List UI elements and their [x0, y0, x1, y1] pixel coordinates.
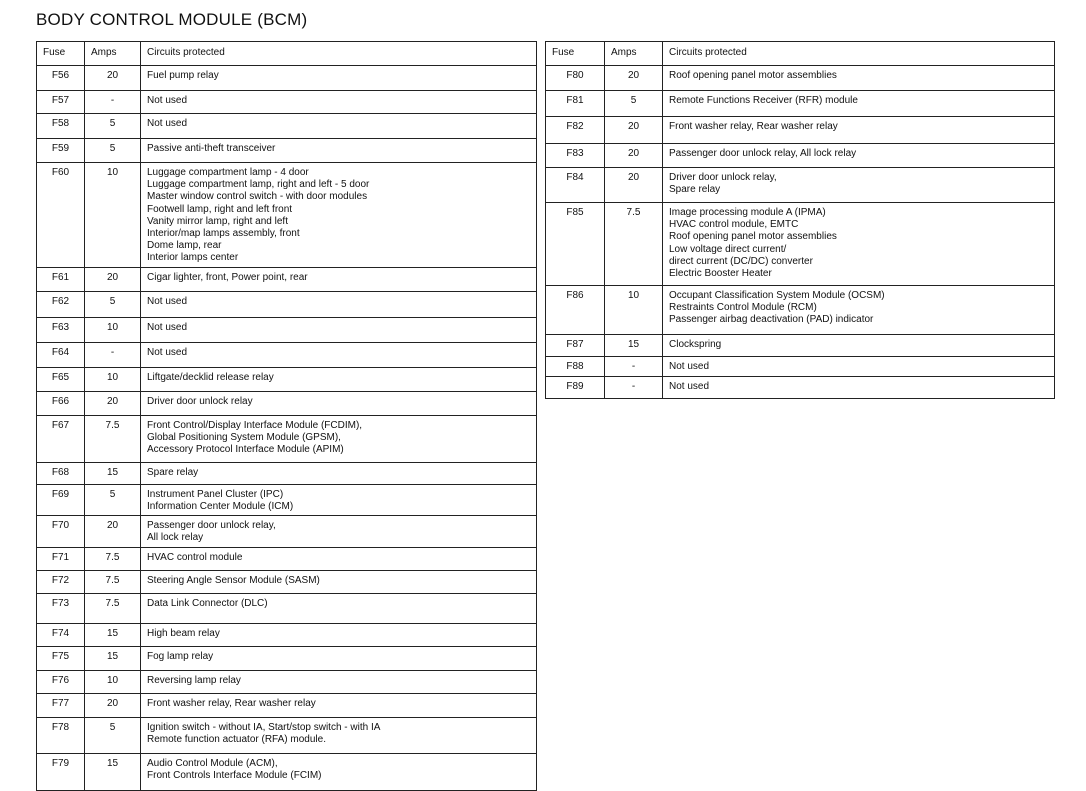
fuse-number: F81	[546, 91, 605, 117]
circuits-protected	[663, 66, 1055, 91]
table-row	[37, 291, 537, 317]
fuse-number: F63	[37, 317, 85, 342]
circuits-protected	[141, 91, 537, 114]
fuse-amps: 20	[85, 267, 141, 291]
table-row	[37, 342, 537, 367]
header-circuits: Circuits protected	[663, 42, 1055, 66]
circuit-line: Information Center Module (ICM)	[147, 500, 294, 512]
fuse-number: F74	[37, 624, 85, 647]
fuse-amps: 7.5	[85, 571, 141, 594]
table-row	[37, 317, 537, 342]
table-row	[546, 377, 1055, 399]
circuits-protected	[141, 694, 537, 718]
circuits-protected	[141, 342, 537, 367]
circuit-line: Not used	[669, 361, 710, 372]
fuse-amps: 20	[85, 694, 141, 718]
circuits-protected	[141, 66, 537, 91]
circuit-line: Interior/map lamps assembly, front	[147, 228, 300, 240]
table-row	[37, 367, 537, 391]
fuse-number: F89	[546, 377, 605, 399]
circuit-line: Occupant Classification System Module (OCSM)	[669, 290, 885, 301]
table-header-row	[546, 42, 1055, 66]
fuse-number: F66	[37, 391, 85, 415]
circuits-protected	[141, 317, 537, 342]
fuse-amps: 10	[85, 163, 141, 268]
circuits-protected	[663, 286, 1055, 335]
fuse-amps: 10	[85, 367, 141, 391]
circuits-protected	[141, 671, 537, 694]
circuit-line: Restraints Control Module (RCM)	[669, 302, 817, 314]
circuits-protected	[141, 367, 537, 391]
circuit-line: HVAC control module	[147, 552, 243, 564]
circuit-line: Driver door unlock relay,	[669, 172, 777, 183]
circuit-line: Fog lamp relay	[147, 651, 214, 663]
table-row	[546, 357, 1055, 377]
circuit-line: Passive anti-theft transceiver	[147, 143, 276, 154]
circuit-line: Global Positioning System Module (GPSM),	[147, 431, 341, 443]
fuse-amps: 5	[605, 91, 663, 117]
fuse-number: F72	[37, 571, 85, 594]
circuits-protected	[663, 335, 1055, 357]
circuit-line: Front Controls Interface Module (FCIM)	[147, 770, 322, 782]
circuit-line: direct current (DC/DC) converter	[669, 255, 813, 267]
fuse-number: F62	[37, 291, 85, 317]
table-row	[37, 462, 537, 484]
fuse-number: F80	[546, 66, 605, 91]
circuits-protected	[141, 718, 537, 754]
circuits-protected	[663, 117, 1055, 144]
header-circuits: Circuits protected	[141, 42, 537, 66]
fuse-number: F78	[37, 718, 85, 754]
circuit-line: Electric Booster Heater	[669, 268, 772, 280]
fuse-amps: 20	[605, 168, 663, 203]
circuit-line: Not used	[147, 346, 188, 358]
fuse-amps: 5	[85, 291, 141, 317]
fuse-number: F88	[546, 357, 605, 377]
fuse-number: F67	[37, 415, 85, 462]
circuit-line: Accessory Protocol Interface Module (APIM)	[147, 444, 344, 456]
table-row	[37, 91, 537, 114]
circuit-line: Luggage compartment lamp, right and left - 5 door	[147, 179, 370, 191]
fuse-amps: 7.5	[85, 594, 141, 624]
circuit-line: Passenger airbag deactivation (PAD) indicator	[669, 314, 874, 326]
fuse-number: F83	[546, 144, 605, 168]
circuits-protected	[141, 114, 537, 139]
circuits-protected	[663, 144, 1055, 168]
fuse-number: F79	[37, 754, 85, 791]
circuits-protected	[663, 203, 1055, 286]
fuse-number: F82	[546, 117, 605, 144]
table-row	[546, 286, 1055, 335]
table-row	[546, 335, 1055, 357]
fuse-number: F77	[37, 694, 85, 718]
table-row	[37, 694, 537, 718]
circuit-line: HVAC control module, EMTC	[669, 219, 799, 231]
table-header-row	[37, 42, 537, 66]
circuits-protected	[141, 291, 537, 317]
fuse-amps: -	[85, 342, 141, 367]
table-row	[546, 144, 1055, 168]
fuse-number: F85	[546, 203, 605, 286]
page-title: BODY CONTROL MODULE (BCM)	[36, 10, 308, 29]
circuit-line: Dome lamp, rear	[147, 240, 222, 252]
circuits-protected	[141, 415, 537, 462]
table-row	[37, 114, 537, 139]
table-row	[37, 647, 537, 671]
circuit-line: Roof opening panel motor assemblies	[669, 70, 837, 81]
fuse-amps: 20	[605, 117, 663, 144]
circuit-line: Instrument Panel Cluster (IPC)	[147, 488, 284, 500]
circuits-protected	[141, 516, 537, 548]
circuit-line: Master window control switch - with door modules	[147, 191, 368, 203]
circuit-line: Passenger door unlock relay,	[147, 520, 276, 532]
table-row	[37, 624, 537, 647]
circuit-line: Cigar lighter, front, Power point, rear	[147, 271, 308, 283]
table-row	[546, 203, 1055, 286]
fuse-number: F86	[546, 286, 605, 335]
fuse-amps: 20	[85, 516, 141, 548]
fuse-amps: 15	[85, 647, 141, 671]
circuit-line: Footwell lamp, right and left front	[147, 203, 293, 215]
fuse-amps: 10	[85, 317, 141, 342]
fuse-amps: 20	[85, 66, 141, 91]
table-row	[37, 391, 537, 415]
fuse-number: F57	[37, 91, 85, 114]
fuse-amps: -	[605, 377, 663, 399]
fuse-amps: 5	[85, 114, 141, 139]
fuse-amps: 5	[85, 139, 141, 163]
circuit-line: Driver door unlock relay	[147, 395, 253, 407]
table-row	[37, 671, 537, 694]
circuit-line: Not used	[669, 381, 710, 392]
circuits-protected	[141, 484, 537, 515]
circuit-line: Ignition switch - without IA, Start/stop switch - with IA	[147, 722, 381, 734]
circuits-protected	[141, 647, 537, 671]
fuse-amps: 7.5	[605, 203, 663, 286]
fuse-amps: 10	[85, 671, 141, 694]
fuse-number: F70	[37, 516, 85, 548]
circuits-protected	[141, 571, 537, 594]
header-amps: Amps	[605, 42, 663, 66]
fuse-amps: 20	[605, 66, 663, 91]
fuse-number: F84	[546, 168, 605, 203]
circuit-line: Passenger door unlock relay, All lock relay	[669, 148, 857, 159]
table-row	[37, 163, 537, 268]
header-fuse: Fuse	[37, 42, 85, 66]
table-row	[546, 168, 1055, 203]
circuits-protected	[141, 391, 537, 415]
circuits-protected	[141, 139, 537, 163]
circuits-protected	[141, 462, 537, 484]
fuse-number: F87	[546, 335, 605, 357]
fuse-number: F65	[37, 367, 85, 391]
circuit-line: Luggage compartment lamp - 4 door	[147, 167, 309, 178]
fuse-number: F68	[37, 462, 85, 484]
fuse-amps: 20	[605, 144, 663, 168]
table-row	[37, 267, 537, 291]
circuits-protected	[141, 624, 537, 647]
table-row	[37, 718, 537, 754]
fuse-number: F58	[37, 114, 85, 139]
circuit-line: Vanity mirror lamp, right and left	[147, 215, 288, 227]
circuits-protected	[663, 377, 1055, 399]
fuse-number: F75	[37, 647, 85, 671]
table-row	[37, 516, 537, 548]
table-row	[37, 66, 537, 91]
fuse-table-right	[545, 41, 1055, 399]
fuse-table-left	[36, 41, 537, 791]
table-row	[37, 571, 537, 594]
circuits-protected	[663, 357, 1055, 377]
circuit-line: Audio Control Module (ACM),	[147, 758, 278, 770]
circuit-line: Not used	[147, 295, 188, 307]
fuse-amps: -	[605, 357, 663, 377]
circuit-line: High beam relay	[147, 628, 220, 640]
table-row	[37, 484, 537, 515]
circuit-line: Remote Functions Receiver (RFR) module	[669, 95, 858, 106]
circuits-protected	[141, 163, 537, 268]
circuits-protected	[141, 548, 537, 571]
circuit-line: Not used	[147, 95, 188, 106]
fuse-amps: 5	[85, 718, 141, 754]
circuit-line: Interior lamps center	[147, 252, 239, 264]
circuit-line: Front Control/Display Interface Module (FCDIM),	[147, 419, 363, 431]
fuse-amps: 7.5	[85, 415, 141, 462]
fuse-number: F73	[37, 594, 85, 624]
fuse-amps: 10	[605, 286, 663, 335]
fuse-number: F60	[37, 163, 85, 268]
circuits-protected	[141, 267, 537, 291]
fuse-amps: -	[85, 91, 141, 114]
table-row	[546, 117, 1055, 144]
circuit-line: Steering Angle Sensor Module (SASM)	[147, 575, 320, 587]
table-row	[37, 548, 537, 571]
circuits-protected	[663, 168, 1055, 203]
fuse-number: F71	[37, 548, 85, 571]
circuit-line: Data Link Connector (DLC)	[147, 598, 268, 610]
circuit-line: Image processing module A (IPMA)	[669, 207, 826, 218]
header-fuse: Fuse	[546, 42, 605, 66]
fuse-amps: 15	[605, 335, 663, 357]
fuse-number: F56	[37, 66, 85, 91]
fuse-number: F59	[37, 139, 85, 163]
circuit-line: All lock relay	[147, 532, 204, 544]
circuits-protected	[141, 594, 537, 624]
table-row	[37, 754, 537, 791]
fuse-amps: 15	[85, 462, 141, 484]
fuse-amps: 20	[85, 391, 141, 415]
circuit-line: Not used	[147, 118, 188, 129]
table-row	[37, 139, 537, 163]
circuit-line: Roof opening panel motor assemblies	[669, 231, 837, 243]
fuse-amps: 15	[85, 624, 141, 647]
circuit-line: Reversing lamp relay	[147, 675, 241, 687]
circuit-line: Remote function actuator (RFA) module.	[147, 734, 326, 746]
circuit-line: Spare relay	[147, 466, 199, 478]
circuit-line: Spare relay	[669, 184, 721, 196]
fuse-amps: 7.5	[85, 548, 141, 571]
fuse-number: F76	[37, 671, 85, 694]
fuse-amps: 15	[85, 754, 141, 791]
table-row	[546, 66, 1055, 91]
circuit-line: Clockspring	[669, 339, 722, 350]
fuse-number: F69	[37, 484, 85, 515]
table-row	[546, 91, 1055, 117]
fuse-number: F61	[37, 267, 85, 291]
fuse-amps: 5	[85, 484, 141, 515]
circuits-protected	[141, 754, 537, 791]
circuit-line: Front washer relay, Rear washer relay	[669, 121, 838, 132]
circuit-line: Liftgate/decklid release relay	[147, 371, 274, 383]
circuit-line: Not used	[147, 321, 188, 333]
circuit-line: Front washer relay, Rear washer relay	[147, 698, 316, 710]
circuit-line: Fuel pump relay	[147, 70, 219, 81]
header-amps: Amps	[85, 42, 141, 66]
table-row	[37, 594, 537, 624]
table-row	[37, 415, 537, 462]
circuit-line: Low voltage direct current/	[669, 243, 787, 255]
circuits-protected	[663, 91, 1055, 117]
fuse-number: F64	[37, 342, 85, 367]
